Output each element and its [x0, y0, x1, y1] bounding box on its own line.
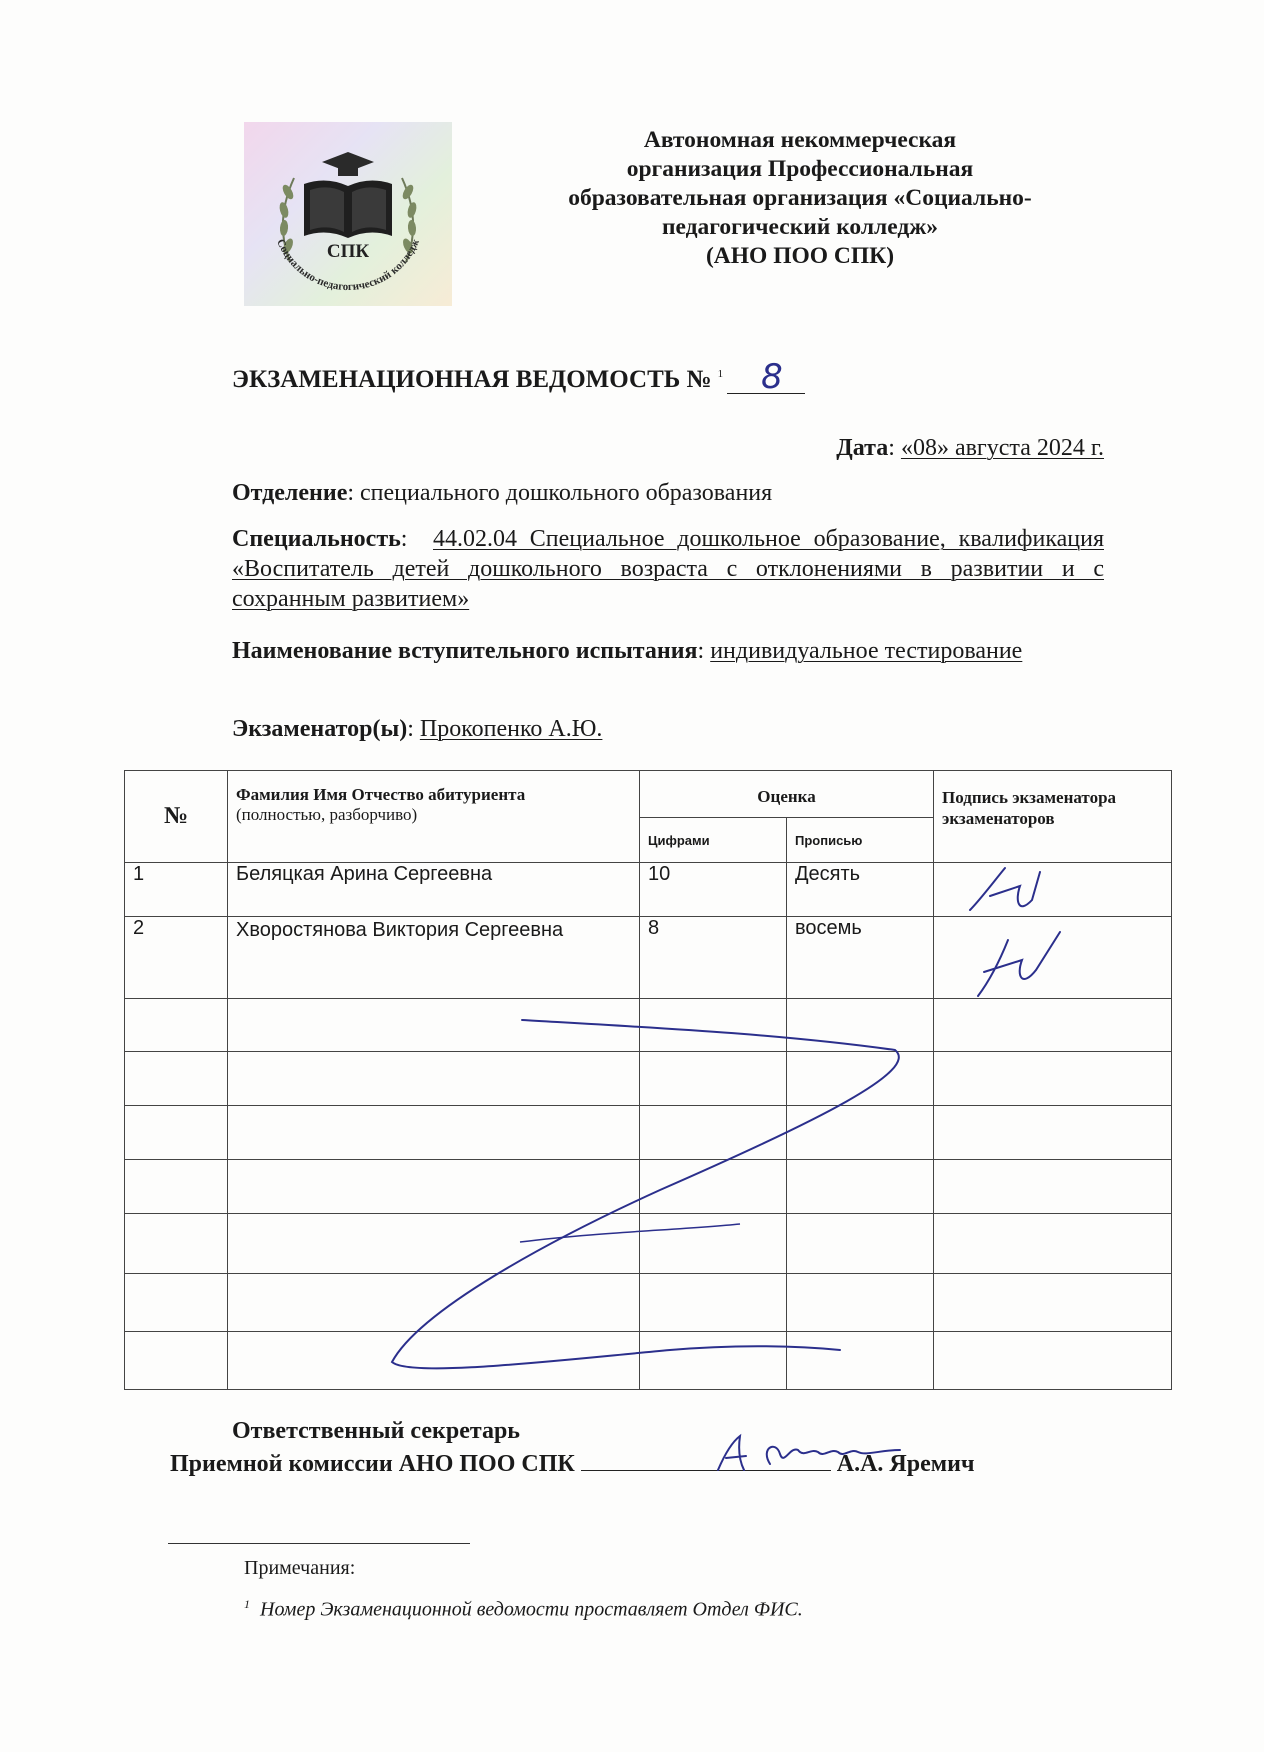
- secretary-title: Ответственный секретарь: [232, 1418, 520, 1444]
- col-grade-header: Оценка: [640, 771, 934, 818]
- specialty-label: Специальность: [232, 526, 401, 552]
- table-row: [125, 917, 1172, 999]
- document-number-field: [727, 357, 805, 397]
- empty-row: [125, 1274, 1172, 1332]
- row-digits: 10: [640, 863, 787, 917]
- col-digits-header: Цифрами: [640, 818, 787, 863]
- specialty-value: 44.02.04 Специальное дошкольное образование, квалификация «Воспитатель детей дошкольного возраста с отклонениями в развитии и с сохранным развитием»: [232, 526, 1104, 612]
- footnote-divider: [168, 1543, 470, 1544]
- row-number: 1: [125, 863, 228, 917]
- department-value: специального дошкольного образования: [360, 480, 773, 506]
- examiner-value: Прокопенко А.Ю.: [419, 716, 603, 742]
- empty-row: [125, 1160, 1172, 1214]
- exam-name-label: Наименование вступительного испытания: [232, 638, 698, 664]
- footnote: [244, 1597, 803, 1622]
- college-logo: [244, 122, 452, 306]
- secretary-name: А.А. Яремич: [836, 1451, 975, 1477]
- title-footnote-mark: 1: [717, 368, 724, 380]
- empty-row: [125, 1052, 1172, 1106]
- footnote-text: Номер Экзаменационной ведомости проставляет Отдел ФИС.: [260, 1598, 803, 1621]
- exam-name-field: Наименование вступительного испытания: индивидуальное тестирование: [232, 638, 1023, 664]
- logo-ring-text: Социально-педагогический колледж: [274, 237, 422, 294]
- empty-row: [125, 999, 1172, 1052]
- row-words: Десять: [787, 863, 934, 917]
- results-table: [124, 770, 1172, 1390]
- row-name: Беляцкая Арина Сергеевна: [228, 863, 640, 917]
- secretary-signature-field: [581, 1448, 831, 1471]
- org-line: (АНО ПОО СПК): [705, 243, 895, 269]
- empty-row: [125, 1106, 1172, 1160]
- secretary-commission: Приемной комиссии АНО ПОО СПК: [170, 1451, 575, 1477]
- col-name-header: [228, 771, 640, 863]
- col-signature-header: Подпись экзаменатора экзаменаторов: [934, 771, 1172, 863]
- date-value: «08» августа 2024 г.: [900, 435, 1104, 461]
- row-digits: 8: [640, 917, 787, 999]
- row-signature: [934, 863, 1172, 917]
- examiner-label: Экзаменатор(ы): [232, 716, 408, 742]
- col-name-header-bold: Фамилия Имя Отчество абитуриента: [236, 785, 526, 804]
- org-line: образовательная организация «Социально-: [568, 185, 1032, 211]
- org-line: организация Профессиональная: [626, 156, 974, 182]
- empty-row: [125, 1214, 1172, 1274]
- logo-abbr: СПК: [326, 241, 370, 262]
- col-number-header: №: [125, 771, 228, 863]
- table-row: [125, 863, 1172, 917]
- document-number-handwritten: 8: [761, 357, 783, 397]
- row-words: восемь: [787, 917, 934, 999]
- col-words-header: Прописью: [787, 818, 934, 863]
- row-signature: [934, 917, 1172, 999]
- logo-emblem-icon: [244, 122, 452, 306]
- secretary-line: [170, 1448, 974, 1480]
- exam-name-value: индивидуальное тестирование: [710, 638, 1023, 664]
- title-text: ЭКЗАМЕНАЦИОННАЯ ВЕДОМОСТЬ №: [232, 366, 712, 393]
- empty-row: [125, 1332, 1172, 1390]
- document-title: [232, 357, 805, 397]
- examiner-field: Экзаменатор(ы): Прокопенко А.Ю.: [232, 716, 603, 742]
- col-name-header-note: (полностью, разборчиво): [236, 805, 418, 824]
- row-number: 2: [125, 917, 228, 999]
- department-field: Отделение: специального дошкольного образования: [232, 480, 773, 506]
- specialty-field: Специальность: 44.02.04 Специальное дошкольное образование, квалификация «Воспитатель детей дошкольного возраста с отклонениями в развитии и с сохранным развитием»: [232, 526, 1104, 612]
- org-line: Автономная некоммерческая: [643, 127, 957, 153]
- notes-label: Примечания:: [244, 1557, 356, 1579]
- table-header-row: [125, 771, 1172, 818]
- department-label: Отделение: [232, 480, 348, 506]
- date-field: Дата: «08» августа 2024 г.: [836, 435, 1104, 461]
- date-label: Дата: [836, 435, 889, 461]
- organization-header: [520, 126, 1080, 271]
- org-line: педагогический колледж»: [661, 214, 939, 240]
- row-name: Хворостянова Виктория Сергеевна: [228, 917, 640, 999]
- footnote-mark: 1: [244, 1597, 250, 1611]
